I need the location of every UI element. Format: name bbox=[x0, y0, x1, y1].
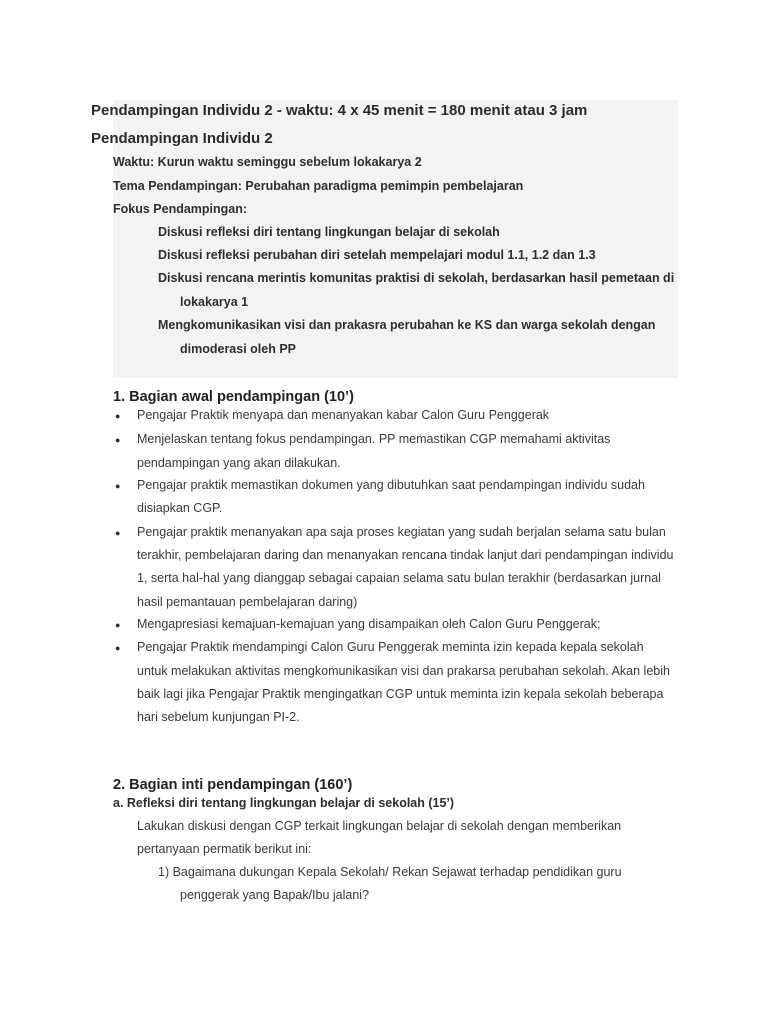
box-tema: Tema Pendampingan: Perubahan paradigma pemimpin pembelajaran bbox=[113, 179, 524, 193]
section1-heading: 1. Bagian awal pendampingan (10’) bbox=[113, 389, 354, 405]
list-item-continued: baik lagi jika Pengajar Praktik mengingatkan CGP untuk meminta izin kepala sekolah beberapa bbox=[137, 687, 664, 701]
bullet-icon: ● bbox=[115, 481, 121, 491]
list-item: Pengajar praktik memastikan dokumen yang dibutuhkan saat pendampingan individu sudah bbox=[137, 478, 645, 492]
list-item: Pengajar praktik menanyakan apa saja proses kegiatan yang sudah berjalan selama satu bulan bbox=[137, 525, 666, 539]
bullet-icon: ● bbox=[115, 435, 121, 445]
fokus-item: Diskusi rencana merintis komunitas praktisi di sekolah, berdasarkan hasil pemetaan di bbox=[158, 271, 675, 285]
list-item: Mengapresiasi kemajuan-kemajuan yang disampaikan oleh Calon Guru Penggerak; bbox=[137, 617, 601, 631]
box-subtitle: Pendampingan Individu 2 bbox=[91, 130, 273, 147]
bullet-icon: ● bbox=[115, 528, 121, 538]
box-fokus-label: Fokus Pendampingan: bbox=[113, 202, 248, 216]
section2-subheading: a. Refleksi diri tentang lingkungan belajar di sekolah (15’) bbox=[113, 796, 455, 810]
list-item-continued: terakhir, pembelajaran daring dan menanyakan rencana tindak lanjut dari pendampingan individu bbox=[137, 548, 674, 562]
list-item: Pengajar Praktik mendampingi Calon Guru Penggerak meminta izin kepada kepala sekolah bbox=[137, 640, 644, 654]
list-item-continued: untuk melakukan aktivitas mengkomunikasikan visi dan prakarsa perubahan sekolah. Akan lebih bbox=[137, 664, 670, 678]
list-item-continued: disiapkan CGP. bbox=[137, 501, 223, 515]
list-item: Menjelaskan tentang fokus pendampingan. PP memastikan CGP memahami aktivitas bbox=[137, 432, 611, 446]
fokus-item: Diskusi refleksi perubahan diri setelah mempelajari modul 1.1, 1.2 dan 1.3 bbox=[158, 248, 596, 262]
list-item-continued: 1, serta hal-hal yang dianggap sebagai capaian selama satu bulan terakhir (berdasarkan jurnal bbox=[137, 571, 661, 585]
fokus-item-continued: dimoderasi oleh PP bbox=[180, 342, 297, 356]
box-title: Pendampingan Individu 2 - waktu: 4 x 45 menit = 180 menit atau 3 jam bbox=[91, 102, 588, 119]
fokus-item: Mengkomunikasikan visi dan prakasra perubahan ke KS dan warga sekolah dengan bbox=[158, 318, 656, 332]
paragraph-line: pertanyaan permatik berikut ini: bbox=[137, 842, 312, 856]
question-item-continued: penggerak yang Bapak/Ibu jalani? bbox=[180, 888, 370, 902]
list-item-continued: hasil pemantauan pembelajaran daring) bbox=[137, 595, 358, 609]
list-item-continued: pendampingan yang akan dilakukan. bbox=[137, 456, 341, 470]
list-item-continued: hari sebelum kunjungan PI-2. bbox=[137, 710, 300, 724]
box-waktu: Waktu: Kurun waktu seminggu sebelum lokakarya 2 bbox=[113, 155, 422, 169]
fokus-item-continued: lokakarya 1 bbox=[180, 295, 249, 309]
paragraph-line: Lakukan diskusi dengan CGP terkait lingkungan belajar di sekolah dengan memberikan bbox=[137, 819, 622, 833]
section2-heading: 2. Bagian inti pendampingan (160’) bbox=[113, 777, 353, 793]
bullet-icon: ● bbox=[115, 643, 121, 653]
bullet-icon: ● bbox=[115, 411, 121, 421]
question-item: 1) Bagaimana dukungan Kepala Sekolah/ Rekan Sejawat terhadap pendidikan guru bbox=[158, 865, 622, 879]
bullet-icon: ● bbox=[115, 620, 121, 630]
fokus-item: Diskusi refleksi diri tentang lingkungan belajar di sekolah bbox=[158, 225, 500, 239]
list-item: Pengajar Praktik menyapa dan menanyakan kabar Calon Guru Penggerak bbox=[137, 408, 550, 422]
